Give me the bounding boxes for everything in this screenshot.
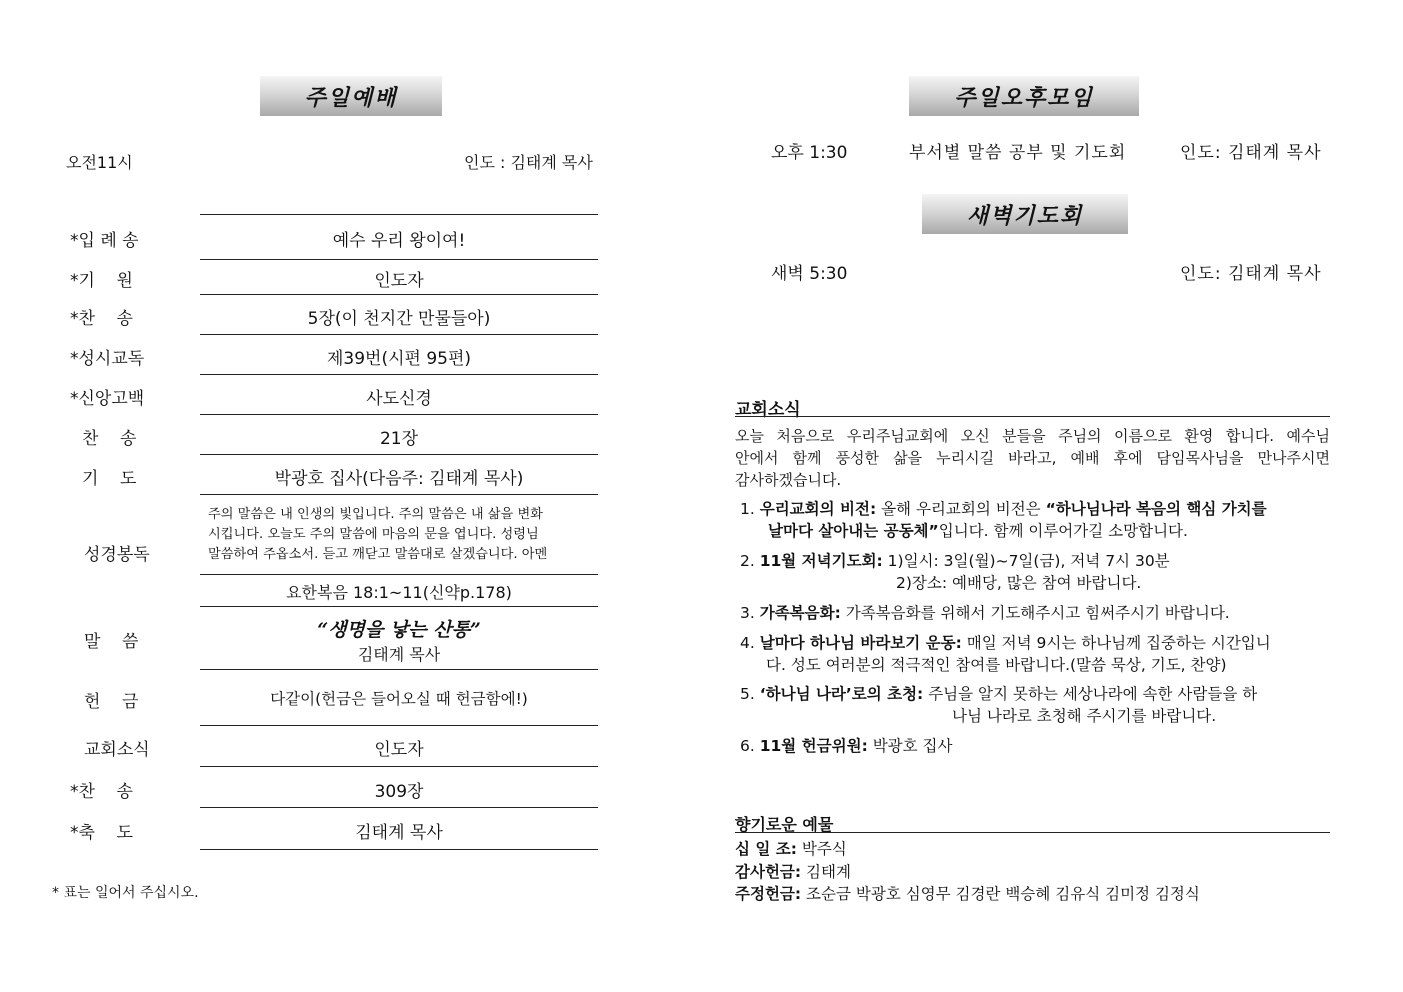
item-text: 다. 성도 여러분의 적극적인 참여를 바랍니다.(말씀 묵상, 기도, 찬양)	[766, 656, 1227, 674]
dawn-leader: 인도: 김태계 목사	[1180, 264, 1322, 284]
row-label: *성시교독	[70, 349, 145, 369]
dawn-title-banner	[922, 194, 1128, 234]
item-text: 주님을 알지 못하는 세상나라에 속한 사람들을 하	[923, 685, 1258, 703]
offering-line	[735, 838, 1200, 861]
item-text: 가족복음화를 위해서 기도해주시고 힘써주시기 바랍니다.	[840, 604, 1230, 622]
prayer-line: 말씀하여 주옵소서. 듣고 깨닫고 말씀대로 살겠습니다. 아멘	[208, 547, 548, 562]
offering-names: 김태계	[801, 862, 851, 881]
table-rule	[200, 259, 598, 260]
news-item	[740, 498, 1330, 542]
sermon-label: 말 씀	[84, 632, 139, 652]
table-rule	[200, 494, 598, 495]
intro-line: 오늘 처음으로 우리주님교회에 오신 분들을 주님의 이름으로 환영 합니다. 예수님	[735, 427, 1330, 445]
footnote: * 표는 일어서 주십시오.	[52, 885, 199, 901]
item-number: 1.	[740, 500, 755, 518]
prayer-line: 시킵니다. 오늘도 주의 말씀에 마음의 문을 엽니다. 성령님	[208, 527, 539, 542]
scripture-label: 성경봉독	[84, 545, 150, 565]
row-value: 21장	[379, 429, 419, 449]
row-label: 교회소식	[84, 740, 150, 760]
item-title: 날마다 하나님 바라보기 운동:	[759, 634, 962, 652]
item-number: 5.	[740, 685, 755, 703]
item-number: 4.	[740, 634, 755, 652]
row-value: 박광호 집사(다음주: 김태계 목사)	[274, 469, 524, 489]
news-intro	[735, 425, 1330, 491]
offering-line	[735, 861, 1200, 884]
table-rule	[200, 766, 598, 767]
afternoon-title-banner	[909, 76, 1139, 116]
offering-rule	[735, 832, 1330, 833]
dawn-title: 새벽기도회	[966, 202, 1084, 229]
afternoon-desc: 부서별 말씀 공부 및 기도회	[909, 143, 1127, 163]
afternoon-leader: 인도: 김태계 목사	[1180, 143, 1322, 163]
item-number: 2.	[740, 552, 755, 570]
worship-title: 주일예배	[304, 84, 398, 111]
table-rule	[200, 294, 598, 295]
row-label: 찬 송	[82, 429, 137, 449]
item-text: 입니다. 함께 이루어가길 소망합니다.	[938, 522, 1188, 540]
row-value: 인도자	[374, 271, 424, 291]
row-value: 예수 우리 왕이여!	[332, 231, 466, 251]
row-value: 인도자	[374, 740, 424, 760]
table-rule	[200, 807, 598, 808]
afternoon-time: 오후 1:30	[771, 143, 848, 163]
row-label: *축 도	[70, 823, 133, 843]
table-rule	[200, 374, 598, 375]
news-item	[740, 735, 1330, 757]
row-label: 헌 금	[84, 692, 139, 712]
dawn-time: 새벽 5:30	[771, 264, 848, 284]
row-label: *찬 송	[70, 782, 133, 802]
table-rule	[200, 574, 598, 575]
row-value: 제39번(시편 95편)	[326, 349, 472, 369]
item-text: 1)일시: 3일(월)~7일(금), 저녁 7시 30분	[882, 552, 1170, 570]
intro-line: 감사하겠습니다.	[735, 471, 842, 489]
item-number: 3.	[740, 604, 755, 622]
offering-names: 박주식	[796, 840, 847, 858]
row-label: *신앙고백	[70, 389, 145, 409]
offering-heading: 향기로운 예물	[735, 815, 834, 834]
item-title: 가족복음화:	[759, 604, 841, 622]
scripture-prayer	[208, 505, 590, 565]
item-text: 2)장소: 예배당, 많은 참여 바랍니다.	[896, 574, 1142, 592]
offering-label: 십 일 조:	[735, 840, 797, 858]
news-item	[740, 550, 1330, 594]
news-heading: 교회소식	[735, 400, 801, 420]
item-text: 올해 우리교회의 비전은	[876, 500, 1046, 518]
table-rule	[200, 669, 598, 670]
offering-label: 주정헌금:	[735, 885, 802, 903]
worship-title-banner	[260, 76, 442, 116]
table-rule	[200, 849, 598, 850]
offering-line	[735, 883, 1200, 906]
item-text: 나님 나라로 초청해 주시기를 바랍니다.	[952, 707, 1217, 725]
worship-time: 오전11시	[66, 153, 133, 172]
row-label: *찬 송	[70, 309, 133, 329]
offering-list	[735, 838, 1200, 906]
item-title: ‘하나님 나라’로의 초청:	[759, 685, 924, 703]
news-rule	[735, 416, 1330, 417]
table-rule	[200, 454, 598, 455]
item-text: 매일 저녁 9시는 하나님께 집중하는 시간입니	[961, 634, 1271, 652]
intro-line: 안에서 함께 풍성한 삶을 누리시길 바라고, 예배 후에 담임목사님을 만나주시면	[735, 449, 1330, 467]
item-title: 우리교회의 비전:	[759, 500, 877, 518]
item-emphasis: 날마다 살아내는 공동체”	[768, 522, 939, 540]
item-number: 6.	[740, 737, 755, 755]
table-rule	[200, 414, 598, 415]
worship-leader: 인도 : 김태계 목사	[464, 153, 593, 172]
news-item	[740, 632, 1330, 676]
scripture-passage: 요한복음 18:1~11(신약p.178)	[286, 583, 512, 602]
table-rule	[200, 606, 598, 607]
item-title: 11월 저녁기도회:	[759, 552, 883, 570]
table-rule	[200, 725, 598, 726]
offering-names: 조순금 박광호 심영무 김경란 백승혜 김유식 김미정 김정식	[801, 885, 1200, 903]
item-title: 11월 헌금위원:	[759, 737, 868, 755]
item-emphasis: “하나님나라 복음의 핵심 가치를	[1045, 500, 1267, 518]
row-label: *기 원	[70, 271, 133, 291]
news-item	[740, 683, 1330, 727]
offering-label: 감사헌금:	[735, 862, 802, 881]
table-rule	[200, 214, 598, 215]
news-item	[740, 602, 1330, 624]
prayer-line: 주의 말씀은 내 인생의 빛입니다. 주의 말씀은 내 삶을 변화	[208, 507, 543, 522]
row-value: 김태계 목사	[355, 823, 443, 843]
table-rule	[200, 334, 598, 335]
row-label: 기 도	[82, 469, 137, 489]
afternoon-title: 주일오후모임	[954, 84, 1094, 111]
row-value: 사도신경	[366, 389, 432, 409]
sermon-title: “생명을 낳는 산통”	[317, 619, 481, 641]
row-value: 다같이(헌금은 들어오실 때 헌금함에!)	[270, 690, 528, 708]
row-value: 309장	[374, 782, 424, 802]
item-text: 박광호 집사	[867, 737, 953, 755]
row-value: 5장(이 천지간 만물들아)	[307, 309, 491, 329]
row-label: *입 례 송	[70, 231, 139, 251]
sermon-preacher: 김태계 목사	[357, 645, 441, 664]
